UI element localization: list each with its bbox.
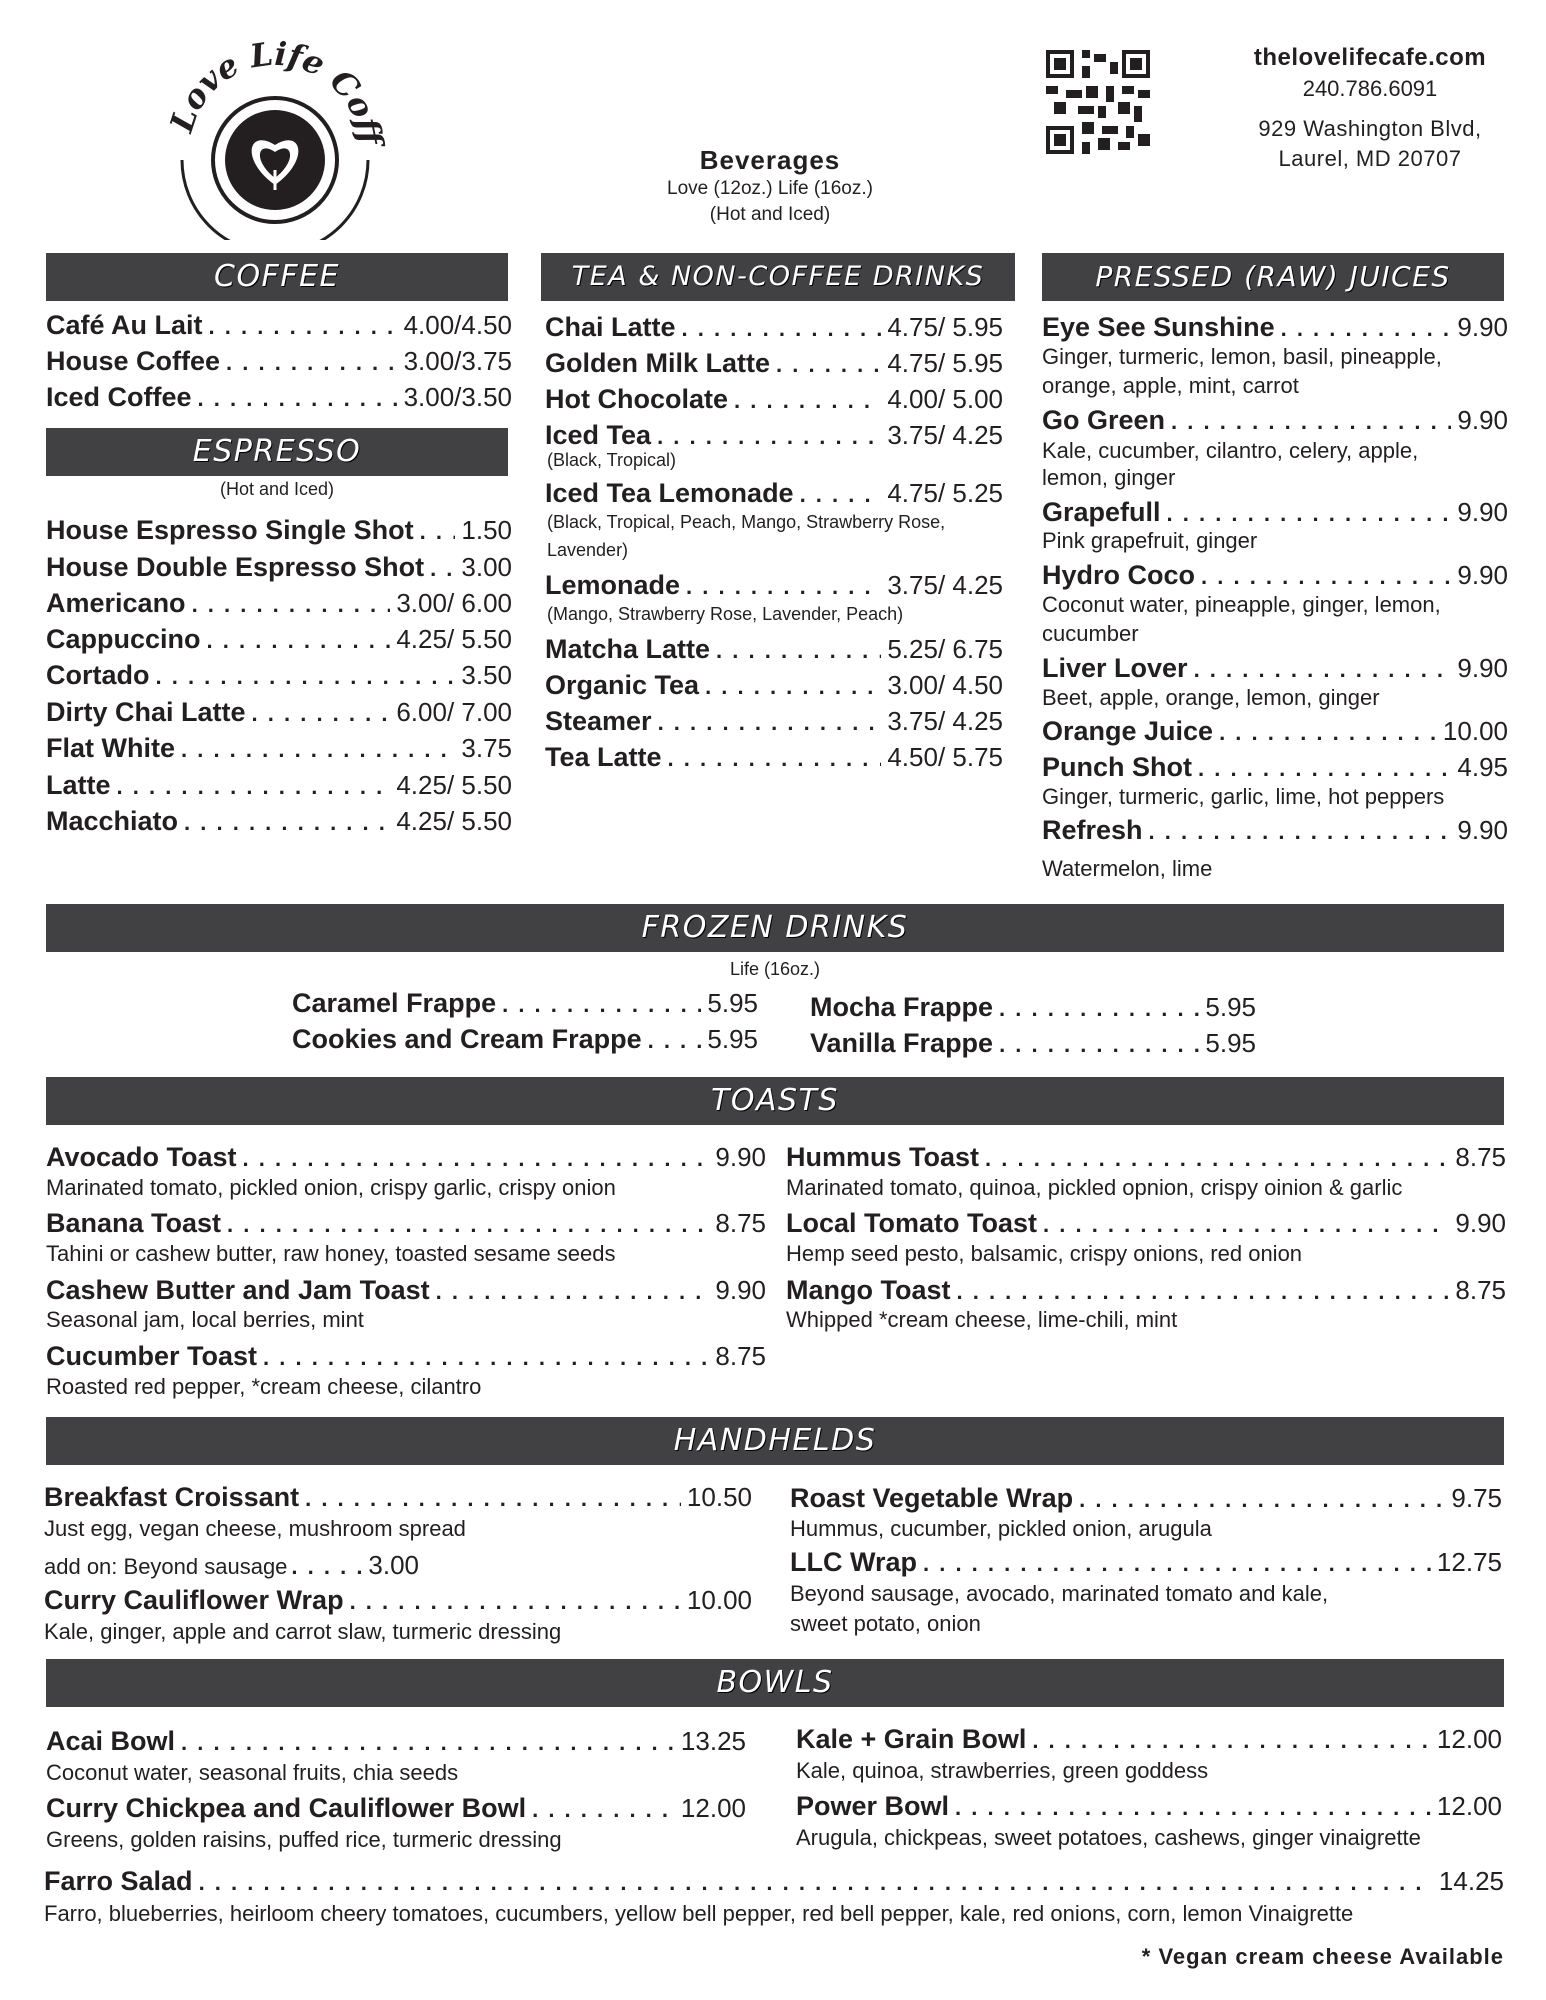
- hot-iced-note: (Hot and Iced): [709, 204, 831, 225]
- item-note: Lavender): [547, 540, 629, 560]
- menu-item[interactable]: [545, 312, 1003, 343]
- item-price: 3.75/ 4.25: [887, 570, 1003, 600]
- item-price: 3.00/3.75: [403, 346, 512, 376]
- section-header-bowls: BOWLS: [46, 1659, 1504, 1707]
- item-description: orange, apple, mint, carrot: [1042, 373, 1299, 398]
- item-description: Marinated tomato, quinoa, pickled opnion, crispy oinion & garlic: [786, 1175, 1403, 1200]
- item-name: Farro Salad: [44, 1866, 193, 1896]
- item-description: Arugula, chickpeas, sweet potatoes, cashews, ginger vinaigrette: [796, 1825, 1421, 1850]
- item-price: 3.00/ 4.50: [887, 670, 1003, 700]
- menu-item[interactable]: [46, 310, 512, 341]
- menu-item[interactable]: [46, 733, 512, 764]
- item-price: 12.00: [680, 1793, 746, 1823]
- item-name: Lemonade: [545, 570, 681, 600]
- item-price: 4.75/ 5.25: [887, 478, 1003, 508]
- menu-item[interactable]: [545, 634, 1003, 665]
- address-line2: Laurel, MD 20707: [1278, 146, 1462, 171]
- frozen-note: Life (16oz.): [729, 959, 821, 979]
- item-note: (Black, Tropical): [547, 450, 677, 470]
- menu-item[interactable]: [545, 384, 1003, 415]
- item-name: Avocado Toast: [46, 1142, 237, 1172]
- item-name: Cucumber Toast: [46, 1341, 258, 1371]
- menu-item[interactable]: [46, 770, 512, 801]
- menu-item[interactable]: [46, 515, 512, 546]
- item-note: (Mango, Strawberry Rose, Lavender, Peach): [547, 604, 904, 624]
- item-price: 4.00/4.50: [403, 310, 512, 340]
- item-description: Roasted red pepper, *cream cheese, cilantro: [46, 1374, 482, 1399]
- item-description: Kale, ginger, apple and carrot slaw, turmeric dressing: [44, 1619, 562, 1644]
- menu-item[interactable]: [46, 1793, 746, 1824]
- item-description: Whipped *cream cheese, lime-chili, mint: [786, 1307, 1178, 1332]
- item-name: Punch Shot: [1042, 752, 1192, 782]
- item-description: Beyond sausage, avocado, marinated tomato and kale,: [790, 1581, 1329, 1606]
- menu-item[interactable]: [44, 1585, 752, 1616]
- menu-item[interactable]: [46, 1142, 766, 1173]
- item-price: 12.00: [1436, 1791, 1502, 1821]
- menu-item[interactable]: [46, 588, 512, 619]
- item-name: Acai Bowl: [46, 1726, 176, 1756]
- menu-item[interactable]: [1042, 716, 1508, 747]
- item-price: 3.00: [368, 1550, 419, 1580]
- item-name: Hot Chocolate: [545, 384, 729, 414]
- item-price: 8.75: [715, 1341, 766, 1371]
- address-line1: 929 Washington Blvd,: [1258, 116, 1482, 141]
- item-price: 9.75: [1451, 1483, 1502, 1513]
- menu-item[interactable]: [44, 1866, 1504, 1897]
- item-name: Grapefull: [1042, 497, 1161, 527]
- menu-item[interactable]: [46, 382, 512, 413]
- item-price: 10.00: [1442, 716, 1508, 746]
- item-name: Mango Toast: [786, 1275, 951, 1305]
- item-name: Iced Coffee: [46, 382, 192, 412]
- menu-item[interactable]: [46, 697, 512, 728]
- item-price: 9.90: [1457, 497, 1508, 527]
- item-name: Steamer: [545, 706, 652, 736]
- menu-item[interactable]: [44, 1482, 752, 1513]
- item-name: Curry Cauliflower Wrap: [44, 1585, 344, 1615]
- menu-item[interactable]: [46, 806, 512, 837]
- menu-item[interactable]: [786, 1142, 1506, 1173]
- item-price: 9.90: [715, 1275, 766, 1305]
- item-price: 8.75: [1455, 1275, 1506, 1305]
- espresso-note: (Hot and Iced): [219, 479, 335, 499]
- item-price: 14.25: [1438, 1866, 1504, 1896]
- item-price: 4.25/ 5.50: [396, 806, 512, 836]
- item-price: 4.75/ 5.95: [887, 312, 1003, 342]
- menu-item[interactable]: [796, 1791, 1502, 1822]
- item-name: House Double Espresso Shot: [46, 552, 425, 582]
- item-price: 3.00/ 6.00: [396, 588, 512, 618]
- item-price: 9.90: [1457, 560, 1508, 590]
- item-price: 3.75/ 4.25: [887, 420, 1003, 450]
- item-name: Banana Toast: [46, 1208, 222, 1238]
- menu-item[interactable]: [545, 706, 1003, 737]
- item-price: 4.25/ 5.50: [396, 770, 512, 800]
- item-name: Macchiato: [46, 806, 179, 836]
- item-name: Curry Chickpea and Cauliflower Bowl: [46, 1793, 527, 1823]
- item-description: Ginger, turmeric, lemon, basil, pineapple,: [1042, 344, 1442, 369]
- menu-item[interactable]: [1042, 405, 1508, 436]
- item-description: Marinated tomato, pickled onion, crispy garlic, crispy onion: [46, 1175, 616, 1200]
- item-price: 10.00: [686, 1585, 752, 1615]
- item-price: 5.95: [1205, 1028, 1256, 1058]
- section-header-espresso: ESPRESSO: [46, 428, 508, 476]
- phone[interactable]: 240.786.6091: [1302, 76, 1438, 101]
- menu-item[interactable]: [545, 570, 1003, 601]
- menu-item[interactable]: [1042, 497, 1508, 528]
- menu-item[interactable]: [292, 988, 758, 1019]
- item-name: Hummus Toast: [786, 1142, 980, 1172]
- item-name: Vanilla Frappe: [810, 1028, 994, 1058]
- menu-item[interactable]: [796, 1724, 1502, 1755]
- item-name: Americano: [46, 588, 186, 618]
- item-description: Greens, golden raisins, puffed rice, turmeric dressing: [46, 1827, 562, 1852]
- item-description: lemon, ginger: [1042, 465, 1176, 490]
- item-price: 5.25/ 6.75: [887, 634, 1003, 664]
- menu-item[interactable]: [1042, 815, 1508, 846]
- item-name: Power Bowl: [796, 1791, 950, 1821]
- item-price: 5.95: [707, 988, 758, 1018]
- menu-item[interactable]: [545, 742, 1003, 773]
- item-description: Kale, cucumber, cilantro, celery, apple,: [1042, 438, 1419, 463]
- item-name: LLC Wrap: [790, 1547, 917, 1577]
- coffee-heart-logo-icon: [160, 40, 390, 240]
- menu-item[interactable]: [1042, 312, 1508, 343]
- menu-item[interactable]: [1042, 752, 1508, 783]
- item-description: Farro, blueberries, heirloom cheery tomatoes, cucumbers, yellow bell pepper, red bell pepper, kale, red onions, corn, lemon Vinaigrette: [44, 1901, 1354, 1926]
- item-price: 3.00: [461, 552, 512, 582]
- menu-item[interactable]: [810, 992, 1256, 1023]
- item-name: Chai Latte: [545, 312, 676, 342]
- menu-item[interactable]: [46, 1275, 766, 1306]
- item-name: Local Tomato Toast: [786, 1208, 1038, 1238]
- item-description: Coconut water, pineapple, ginger, lemon,: [1042, 592, 1441, 617]
- item-price: 4.50/ 5.75: [887, 742, 1003, 772]
- menu-item[interactable]: [810, 1028, 1256, 1059]
- item-description: Tahini or cashew butter, raw honey, toasted sesame seeds: [46, 1241, 616, 1266]
- item-price: 13.25: [680, 1726, 746, 1756]
- menu-item[interactable]: [545, 348, 1003, 379]
- item-price: 9.90: [1457, 815, 1508, 845]
- item-price: 9.90: [1455, 1208, 1506, 1238]
- logo: [160, 40, 390, 240]
- item-name: add on: Beyond sausage: [44, 1554, 288, 1579]
- section-header-handhelds: HANDHELDS: [46, 1417, 1504, 1465]
- item-description: Watermelon, lime: [1042, 856, 1213, 881]
- item-price: 8.75: [715, 1208, 766, 1238]
- item-price: 5.95: [707, 1024, 758, 1054]
- item-name: Cortado: [46, 660, 150, 690]
- add-on-item[interactable]: [44, 1550, 419, 1581]
- item-price: 4.75/ 5.95: [887, 348, 1003, 378]
- item-name: Caramel Frappe: [292, 988, 497, 1018]
- item-name: Cookies and Cream Frappe: [292, 1024, 642, 1054]
- qr-code-icon: [1046, 50, 1150, 154]
- item-name: Orange Juice: [1042, 716, 1214, 746]
- menu-item[interactable]: [46, 552, 512, 583]
- item-price: 8.75: [1455, 1142, 1506, 1172]
- item-name: Kale + Grain Bowl: [796, 1724, 1027, 1754]
- section-header-toasts: TOASTS: [46, 1077, 1504, 1125]
- item-description: Hummus, cucumber, pickled onion, arugula: [790, 1516, 1212, 1541]
- item-name: Roast Vegetable Wrap: [790, 1483, 1074, 1513]
- footnote: * Vegan cream cheese Available: [1141, 1944, 1504, 1969]
- item-name: Eye See Sunshine: [1042, 312, 1275, 342]
- item-name: Cappuccino: [46, 624, 201, 654]
- item-description: Seasonal jam, local berries, mint: [46, 1307, 364, 1332]
- menu-item[interactable]: [46, 1726, 746, 1757]
- size-note: Love (12oz.) Life (16oz.): [667, 178, 873, 199]
- menu-item[interactable]: [46, 660, 512, 691]
- item-price: 6.00/ 7.00: [396, 697, 512, 727]
- item-name: Hydro Coco: [1042, 560, 1196, 590]
- menu-item[interactable]: [1042, 653, 1508, 684]
- item-price: 3.75: [461, 733, 512, 763]
- item-name: Latte: [46, 770, 111, 800]
- menu-item[interactable]: [790, 1483, 1502, 1514]
- item-price: 3.00/3.50: [403, 382, 512, 412]
- item-name: Flat White: [46, 733, 175, 763]
- svg-text:Love Life Coffee: Love Life Coffee: [162, 40, 390, 148]
- menu-item[interactable]: [545, 420, 1003, 451]
- item-price: 10.50: [686, 1482, 752, 1512]
- item-name: Golden Milk Latte: [545, 348, 771, 378]
- item-price: 12.75: [1436, 1547, 1502, 1577]
- item-name: Cashew Butter and Jam Toast: [46, 1275, 430, 1305]
- item-price: 9.90: [1457, 405, 1508, 435]
- item-description: Coconut water, seasonal fruits, chia seeds: [46, 1760, 459, 1785]
- section-header-coffee: COFFEE: [46, 253, 508, 301]
- menu-item[interactable]: [786, 1208, 1506, 1239]
- item-price: 5.95: [1205, 992, 1256, 1022]
- item-description: Pink grapefruit, ginger: [1042, 528, 1258, 553]
- item-price: 9.90: [1457, 653, 1508, 683]
- page-title: Beverages: [699, 145, 841, 175]
- item-name: Café Au Lait: [46, 310, 203, 340]
- item-price: 12.00: [1436, 1724, 1502, 1754]
- item-name: Dirty Chai Latte: [46, 697, 246, 727]
- menu-item[interactable]: [292, 1024, 758, 1055]
- item-name: Liver Lover: [1042, 653, 1188, 683]
- item-price: 4.25/ 5.50: [396, 624, 512, 654]
- menu-item[interactable]: [46, 346, 512, 377]
- item-price: 3.50: [461, 660, 512, 690]
- menu-item[interactable]: [1042, 560, 1508, 591]
- item-name: House Espresso Single Shot: [46, 515, 414, 545]
- item-name: Matcha Latte: [545, 634, 711, 664]
- item-description: Kale, quinoa, strawberries, green goddess: [796, 1758, 1209, 1783]
- item-price: 9.90: [715, 1142, 766, 1172]
- item-name: Tea Latte: [545, 742, 662, 772]
- item-price: 4.00/ 5.00: [887, 384, 1003, 414]
- item-name: Mocha Frappe: [810, 992, 994, 1022]
- section-header-tea: TEA & NON-COFFEE DRINKS: [541, 253, 1015, 301]
- menu-item[interactable]: [46, 1341, 766, 1372]
- item-name: Go Green: [1042, 405, 1166, 435]
- section-header-juices: PRESSED (RAW) JUICES: [1042, 253, 1504, 301]
- item-price: 4.95: [1457, 752, 1508, 782]
- item-name: Iced Tea: [545, 420, 652, 450]
- item-name: Refresh: [1042, 815, 1143, 845]
- website[interactable]: thelovelifecafe.com: [1253, 44, 1487, 71]
- menu-item[interactable]: [46, 1208, 766, 1239]
- item-description: Hemp seed pesto, balsamic, crispy onions, red onion: [786, 1241, 1303, 1266]
- menu-item[interactable]: [790, 1547, 1502, 1578]
- menu-item[interactable]: [46, 624, 512, 655]
- qr-code[interactable]: [1046, 50, 1150, 154]
- menu-item[interactable]: [545, 670, 1003, 701]
- item-price: 1.50: [461, 515, 512, 545]
- menu-item[interactable]: [545, 478, 1003, 509]
- section-header-frozen: FROZEN DRINKS: [46, 904, 1504, 952]
- item-name: Iced Tea Lemonade: [545, 478, 794, 508]
- item-name: Breakfast Croissant: [44, 1482, 300, 1512]
- item-description: cucumber: [1042, 621, 1139, 646]
- item-description: Ginger, turmeric, garlic, lime, hot peppers: [1042, 784, 1445, 809]
- item-note: (Black, Tropical, Peach, Mango, Strawberry Rose,: [547, 512, 946, 532]
- item-price: 3.75/ 4.25: [887, 706, 1003, 736]
- item-price: 9.90: [1457, 312, 1508, 342]
- item-name: House Coffee: [46, 346, 221, 376]
- item-description: Beet, apple, orange, lemon, ginger: [1042, 685, 1380, 710]
- item-description: sweet potato, onion: [790, 1611, 981, 1636]
- menu-item[interactable]: [786, 1275, 1506, 1306]
- item-name: Organic Tea: [545, 670, 700, 700]
- item-description: Just egg, vegan cheese, mushroom spread: [44, 1516, 466, 1541]
